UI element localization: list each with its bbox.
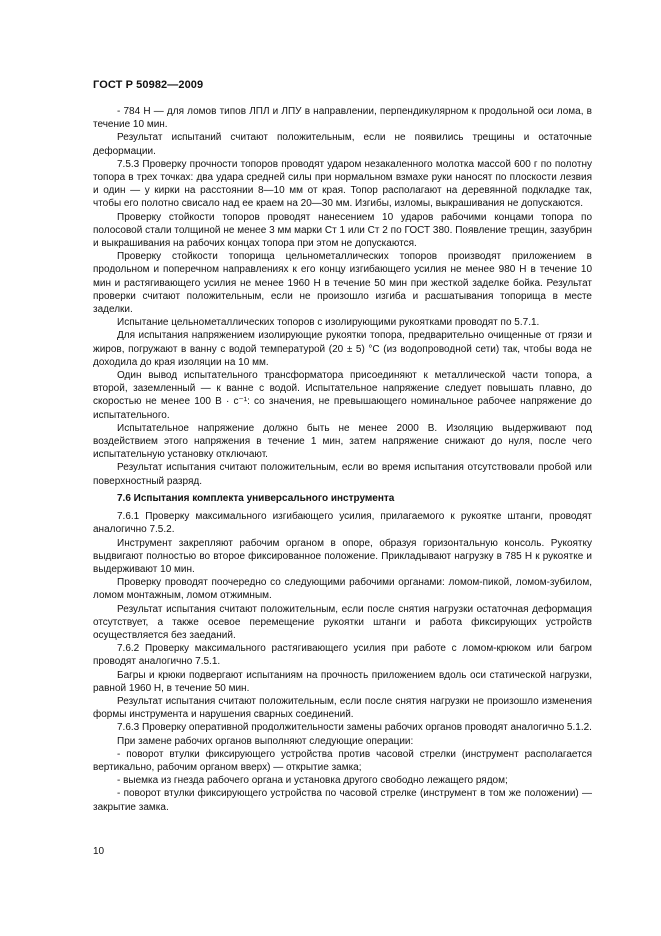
paragraph: Инструмент закрепляют рабочим органом в опоре, образуя горизонтальную консоль. Рукоятку выдвигают полностью во второе фиксированное положение. Прикладывают нагрузку в 785 Н к рукоятке и выдерживают 10 мин. <box>93 537 592 575</box>
paragraph: Проверку стойкости топоров проводят нанесением 10 ударов рабочими концами топора по полосовой стали толщиной не менее 3 мм марки Ст 1 или Ст 2 по ГОСТ 380. Появление трещин, зазубрин и выкрашивания на рабочих концах топора при этом не допускаются. <box>93 211 592 250</box>
paragraph: Результат испытания считают положительным, если после снятия нагрузки остаточная деформация отсутствует, а также осевое перемещение рукоятки штанги и работа фиксирующих устройств осуществляется без заеданий. <box>93 603 592 641</box>
paragraph: - 784 Н — для ломов типов ЛПЛ и ЛПУ в направлении, перпендикулярном к продольной оси лома, в течение 10 мин. <box>93 106 592 131</box>
section-heading: 7.6 Испытания комплекта универсального инструмента <box>117 492 395 504</box>
paragraph: Испытательное напряжение должно быть не менее 2000 В. Изоляцию выдерживают под воздействием этого напряжения в течение 1 мин, затем напряжение снижают до нуля, после чего испытательную установку отключают. <box>93 422 592 461</box>
paragraph: Проверку стойкости топорища цельнометаллических топоров производят приложением в продольном и поперечном направлениях к его концу изгибающего усилия не менее 980 Н в течение 10 мин и растягивающего усилия не менее 1960 Н в течение 50 мин при жесткой заделке бойка. Результат проверки считают положительным, если не произошло изгиба и расшатывания топорища в месте заделки. <box>93 251 592 316</box>
list-item: - поворот втулки фиксирующего устройства по часовой стрелке (инструмент в том же положении) — закрытие замка. <box>93 788 592 813</box>
paragraph: 7.6.2 Проверку максимального растягивающего усилия при работе с ломом-крюком или багром проводят аналогично 7.5.1. <box>93 643 592 668</box>
paragraph: 7.6.1 Проверку максимального изгибающего усилия, прилагаемого к рукоятке штанги, проводят аналогично 7.5.2. <box>93 511 592 536</box>
document-header: ГОСТ Р 50982—2009 <box>93 79 204 91</box>
list-item: - поворот втулки фиксирующего устройства против часовой стрелки (инструмент располагается вертикально, рабочим органом вверх) — открытие замка; <box>93 748 592 773</box>
paragraph: Результат испытаний считают положительным, если не появились трещины и остаточные деформации. <box>93 132 592 157</box>
paragraph: Один вывод испытательного трансформатора присоединяют к металлической части топора, а второй, заземленный — к ванне с водой. Испытательное напряжение следует повышать плавно, до скоростью не менее 100 В · с⁻¹: со значения, не превышающего номинальное рабочее напряжение до испытательного. <box>93 370 592 421</box>
paragraph: Испытание цельнометаллических топоров с изолирующими рукоятками проводят по 5.7.1. <box>117 317 540 329</box>
paragraph: Багры и крюки подвергают испытаниям на прочность приложением вдоль оси статической нагрузки, равной 1960 Н, в течение 50 мин. <box>93 669 592 694</box>
paragraph: 7.6.3 Проверку оперативной продолжительности замены рабочих органов проводят аналогично 5.1.2. <box>117 722 592 734</box>
paragraph: Результат испытания считают положительным, если после снятия нагрузки не произошло изменения формы инструмента и нарушения сварных соединений. <box>93 695 592 721</box>
list-item: - выемка из гнезда рабочего органа и установка другого свободно лежащего рядом; <box>117 775 508 787</box>
paragraph: Для испытания напряжением изолирующие рукоятки топора, предварительно очищенные от грязи и жиров, погружают в ванну с водой температурой (20 ± 5) °С (из водопроводной сети) так, чтобы вода не доходила до края изоляции на 10 мм. <box>93 330 592 368</box>
paragraph: При замене рабочих органов выполняют следующие операции: <box>117 735 414 747</box>
paragraph: Проверку проводят поочередно со следующими рабочими органами: ломом-пикой, ломом-зубилом, ломом монтажным, ломом отжимным. <box>93 577 592 602</box>
paragraph: Результат испытания считают положительным, если во время испытания отсутствовали пробой или поверхностный разряд. <box>93 462 592 487</box>
paragraph: 7.5.3 Проверку прочности топоров проводят ударом незакаленного молотка массой 600 г по полотну топора в трех точках: два удара средней силы при нормальном взмахе руки наносят по плоскости лезвия и один — у кирки на расстоянии 8—10 мм от края. Топор располагают на деревянной подкладке так, чтобы его полотно свисало над ее краем на 20—30 мм. Изгибы, изломы, выкрашивания не допускаются. <box>93 158 592 210</box>
page-number: 10 <box>93 846 105 857</box>
document-body <box>93 105 592 814</box>
